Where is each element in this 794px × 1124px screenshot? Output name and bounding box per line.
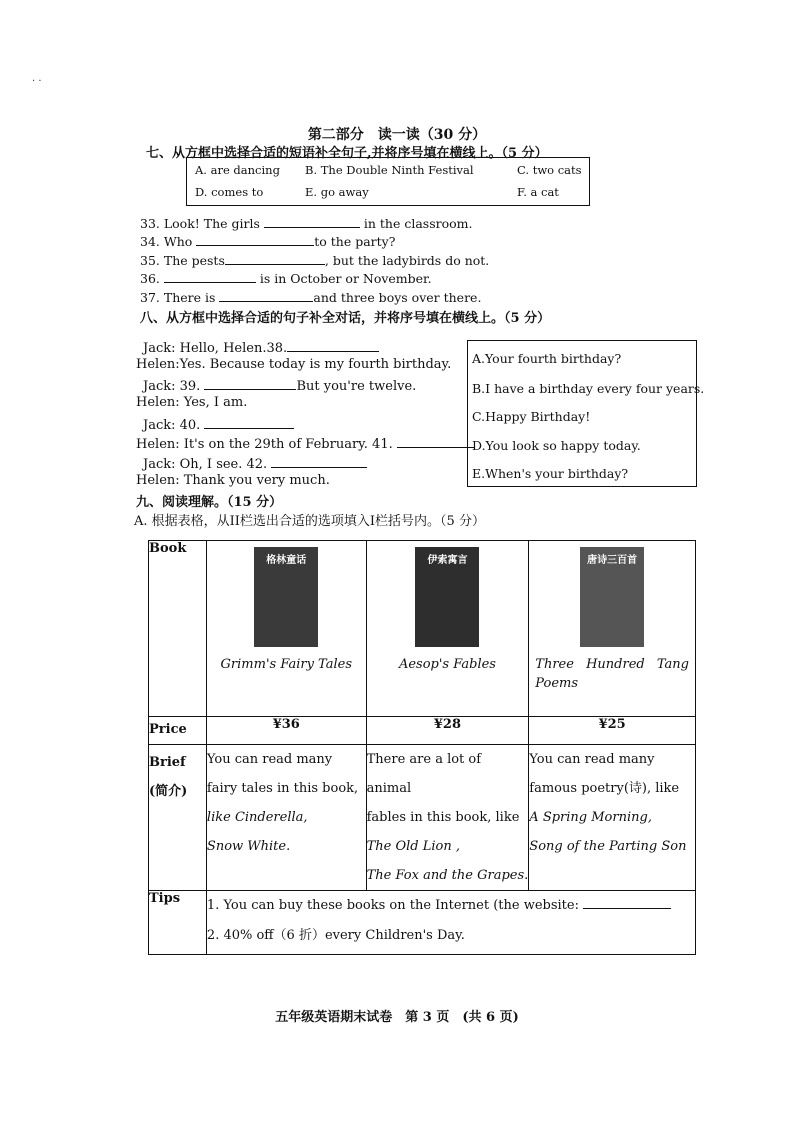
q7-item-37: 37. There is and three boys over there. <box>140 290 482 305</box>
q7-option-a: A. are dancing <box>195 163 280 177</box>
answer-blank[interactable] <box>196 232 314 246</box>
row-label-book: Book <box>149 541 207 717</box>
dialog-line-38: Jack: Hello, Helen.38. <box>143 338 379 356</box>
brief-row <box>149 745 696 891</box>
tips-row <box>149 891 696 955</box>
q7-option-e: E. go away <box>305 185 369 199</box>
q8-option-c: C.Happy Birthday! <box>472 409 591 424</box>
dialog-line: Helen: Thank you very much. <box>136 473 330 488</box>
answer-blank[interactable] <box>164 269 256 283</box>
answer-blank[interactable] <box>287 338 379 352</box>
price-cell: ¥25 <box>529 717 696 745</box>
q8-option-e: E.When's your birthday? <box>472 466 629 481</box>
q8-heading: 八、从方框中选择合适的句子补全对话，并将序号填在横线上。（5 分） <box>140 311 551 326</box>
q7-option-box <box>186 157 590 206</box>
price-cell: ¥28 <box>366 717 529 745</box>
answer-blank[interactable] <box>225 251 325 265</box>
dialog-line-42: Jack: Oh, I see. 42. <box>143 454 367 472</box>
row-label-brief: Brief (简介) <box>149 745 207 891</box>
dialog-line-41: Helen: It's on the 29th of February. 41. <box>136 434 475 452</box>
q8-option-d: D.You look so happy today. <box>472 438 641 453</box>
dialog-line-40: Jack: 40. <box>143 415 294 433</box>
book-cell <box>529 541 696 717</box>
q8-option-box <box>467 340 705 487</box>
q8-option-a: A.Your fourth birthday? <box>472 351 622 366</box>
brief-cell: You can read many famous poetry(诗), like A Spring Morning, Song of the Parting Son <box>529 745 696 891</box>
brief-cell: There are a lot of animal fables in this book, like The Old Lion , The Fox and the Grapes. <box>366 745 529 891</box>
book-table <box>148 540 696 955</box>
q7-option-c: C. two cats <box>517 163 582 177</box>
q7-item-36: 36. is in October or November. <box>140 271 432 286</box>
cover-title: 唐诗三百首 <box>587 555 638 566</box>
price-row <box>149 717 696 745</box>
answer-blank[interactable] <box>271 454 367 468</box>
q7-option-d: D. comes to <box>195 185 264 199</box>
answer-blank[interactable] <box>397 434 475 448</box>
book-cover-image <box>415 547 479 647</box>
corner-mark: · · <box>32 76 42 87</box>
section-title: 第二部分 读一读（30 分） <box>307 127 487 143</box>
q9-sub-a: A. 根据表格，从II栏选出合适的选项填入I栏括号内。（5 分） <box>134 514 485 529</box>
tips-cell: 1. You can buy these books on the Internet (the website: 2. 40% off（6 折）every Children's Day. <box>206 891 695 955</box>
book-title: Three Hundred Tang Poems <box>535 657 689 691</box>
q8-option-b: B.I have a birthday every four years. <box>472 381 705 396</box>
cover-title: 格林童话 <box>266 555 307 566</box>
price-cell: ¥36 <box>206 717 366 745</box>
book-row <box>149 541 696 717</box>
answer-blank[interactable] <box>264 214 360 228</box>
q7-item-33: 33. Look! The girls in the classroom. <box>140 216 473 231</box>
row-label-price: Price <box>149 717 207 745</box>
book-cover-image <box>580 547 644 647</box>
q7-option-b: B. The Double Ninth Festival <box>305 163 474 177</box>
book-cell <box>366 541 529 717</box>
q7-item-34: 34. Who to the party? <box>140 234 396 249</box>
website-blank[interactable] <box>583 895 671 909</box>
dialog-line: Helen:Yes. Because today is my fourth birthday. <box>136 357 452 372</box>
book-cover-image <box>254 547 318 647</box>
answer-blank[interactable] <box>219 288 313 302</box>
book-title: Aesop's Fables <box>398 657 496 672</box>
answer-blank[interactable] <box>204 415 294 429</box>
q7-heading: 七、从方框中选择合适的短语补全句子,并将序号填在横线上。（5 分） <box>146 146 548 161</box>
q7-option-f: F. a cat <box>517 185 559 199</box>
q9-heading: 九、阅读理解。（15 分） <box>136 495 283 510</box>
dialog-line: Helen: Yes, I am. <box>136 395 248 410</box>
cover-title: 伊索寓言 <box>427 555 468 566</box>
brief-cell: You can read many fairy tales in this book, like Cinderella, Snow White. <box>206 745 366 891</box>
q7-item-35: 35. The pests , but the ladybirds do not. <box>140 253 490 268</box>
book-title: Grimm's Fairy Tales <box>220 657 352 672</box>
row-label-tips: Tips <box>149 891 207 955</box>
dialog-line-39: Jack: 39. But you're twelve. <box>143 376 416 394</box>
page-footer: 五年级英语期末试卷 第 3 页 (共 6 页) <box>275 1010 519 1025</box>
book-cell <box>206 541 366 717</box>
answer-blank[interactable] <box>204 376 296 390</box>
